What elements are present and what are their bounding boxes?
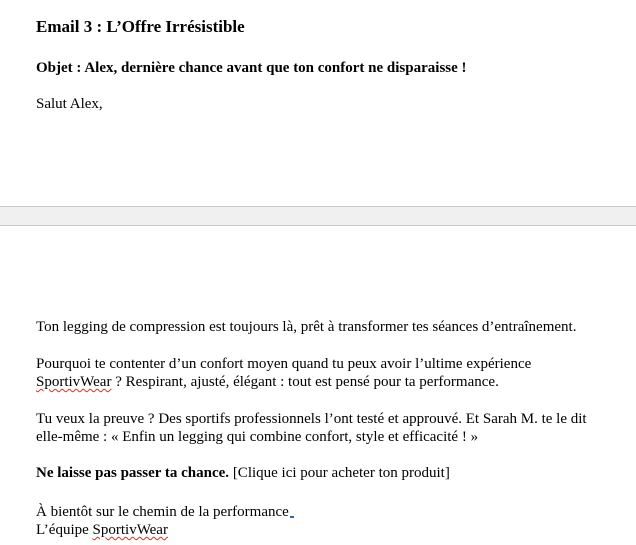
paragraph-why-line-2-rest: ? Respirant, ajusté, élégant : tout est pensé pour ta performance. bbox=[111, 374, 499, 390]
call-to-action bbox=[36, 464, 450, 482]
document-page-1 bbox=[0, 0, 636, 206]
cta-bold-text: Ne laisse pas passer ta chance. bbox=[36, 465, 230, 481]
paragraph-proof-line-2: elle-même : « Enfin un legging qui combine confort, style et efficacité ! » bbox=[36, 429, 479, 445]
format-mark-icon bbox=[290, 516, 294, 518]
page-break bbox=[0, 206, 636, 226]
closing-text: À bientôt sur le chemin de la performance bbox=[36, 504, 289, 520]
paragraph-proof-line-1: Tu veux la preuve ? Des sportifs professionnels l’ont testé et approuvé. Et Sarah M. te le dit bbox=[36, 411, 587, 427]
closing-line bbox=[36, 503, 294, 521]
signature-brand: SportivWear bbox=[92, 522, 168, 538]
cta-link[interactable]: [Clique ici pour acheter ton produit] bbox=[229, 465, 450, 481]
signature bbox=[36, 521, 168, 539]
paragraph-why-line-1: Pourquoi te contenter d’un confort moyen quand tu peux avoir l’ultime expérience bbox=[36, 356, 532, 372]
email-subject: Objet : Alex, dernière chance avant que ton confort ne disparaisse ! bbox=[36, 60, 467, 76]
paragraph-why-line-2 bbox=[36, 373, 499, 391]
email-title: Email 3 : L’Offre Irrésistible bbox=[36, 17, 245, 36]
signature-prefix: L’équipe bbox=[36, 522, 93, 538]
paragraph-intro: Ton legging de compression est toujours là, prêt à transformer tes séances d’entraînement. bbox=[36, 319, 577, 335]
document-page-2 bbox=[0, 226, 636, 545]
greeting: Salut Alex, bbox=[36, 96, 103, 112]
brand-name: SportivWear bbox=[36, 374, 112, 390]
